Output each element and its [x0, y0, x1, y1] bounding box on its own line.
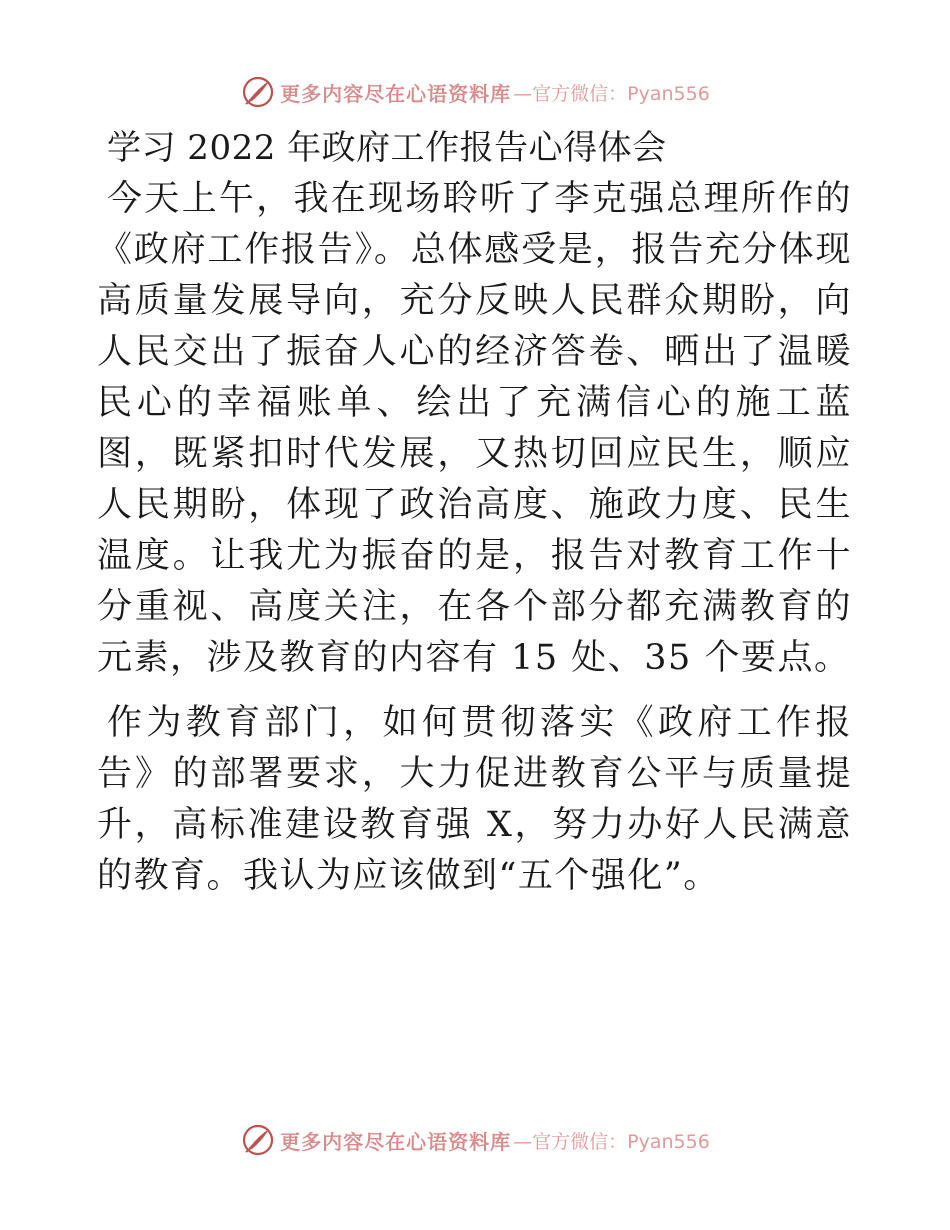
document-body	[97, 174, 852, 916]
document-title: 学习 2022 年政府工作报告心得体会	[107, 128, 667, 168]
watermark-header	[0, 72, 950, 112]
watermark-contact: —官方微信：Pyan556	[513, 82, 710, 105]
watermark-contact: —官方微信：Pyan556	[513, 1130, 710, 1153]
watermark-brand: 更多内容尽在心语资料库	[280, 1129, 512, 1154]
quill-pen-logo-icon	[240, 74, 276, 110]
watermark-footer	[0, 1120, 950, 1160]
watermark-brand: 更多内容尽在心语资料库	[280, 81, 512, 106]
quill-pen-logo-icon	[240, 1122, 276, 1158]
body-paragraph: 作为教育部门，如何贯彻落实《政府工作报告》的部署要求，大力促进教育公平与质量提升，高标准建设教育强 X，努力办好人民满意的教育。我认为应该做到“五个强化”。	[97, 703, 852, 896]
body-paragraph: 今天上午，我在现场聆听了李克强总理所作的《政府工作报告》。总体感受是，报告充分体现高质量发展导向，充分反映人民群众期盼，向人民交出了振奋人心的经济答卷、晒出了温暖民心的幸福账单、绘出了充满信心的施工蓝图，既紧扣时代发展，又热切回应民生，顺应人民期盼，体现了政治高度、施政力度、民生温度。让我尤为振奋的是，报告对教育工作十分重视、高度关注，在各个部分都充满教育的元素，涉及教育的内容有 15 处、35 个要点。	[97, 179, 852, 678]
